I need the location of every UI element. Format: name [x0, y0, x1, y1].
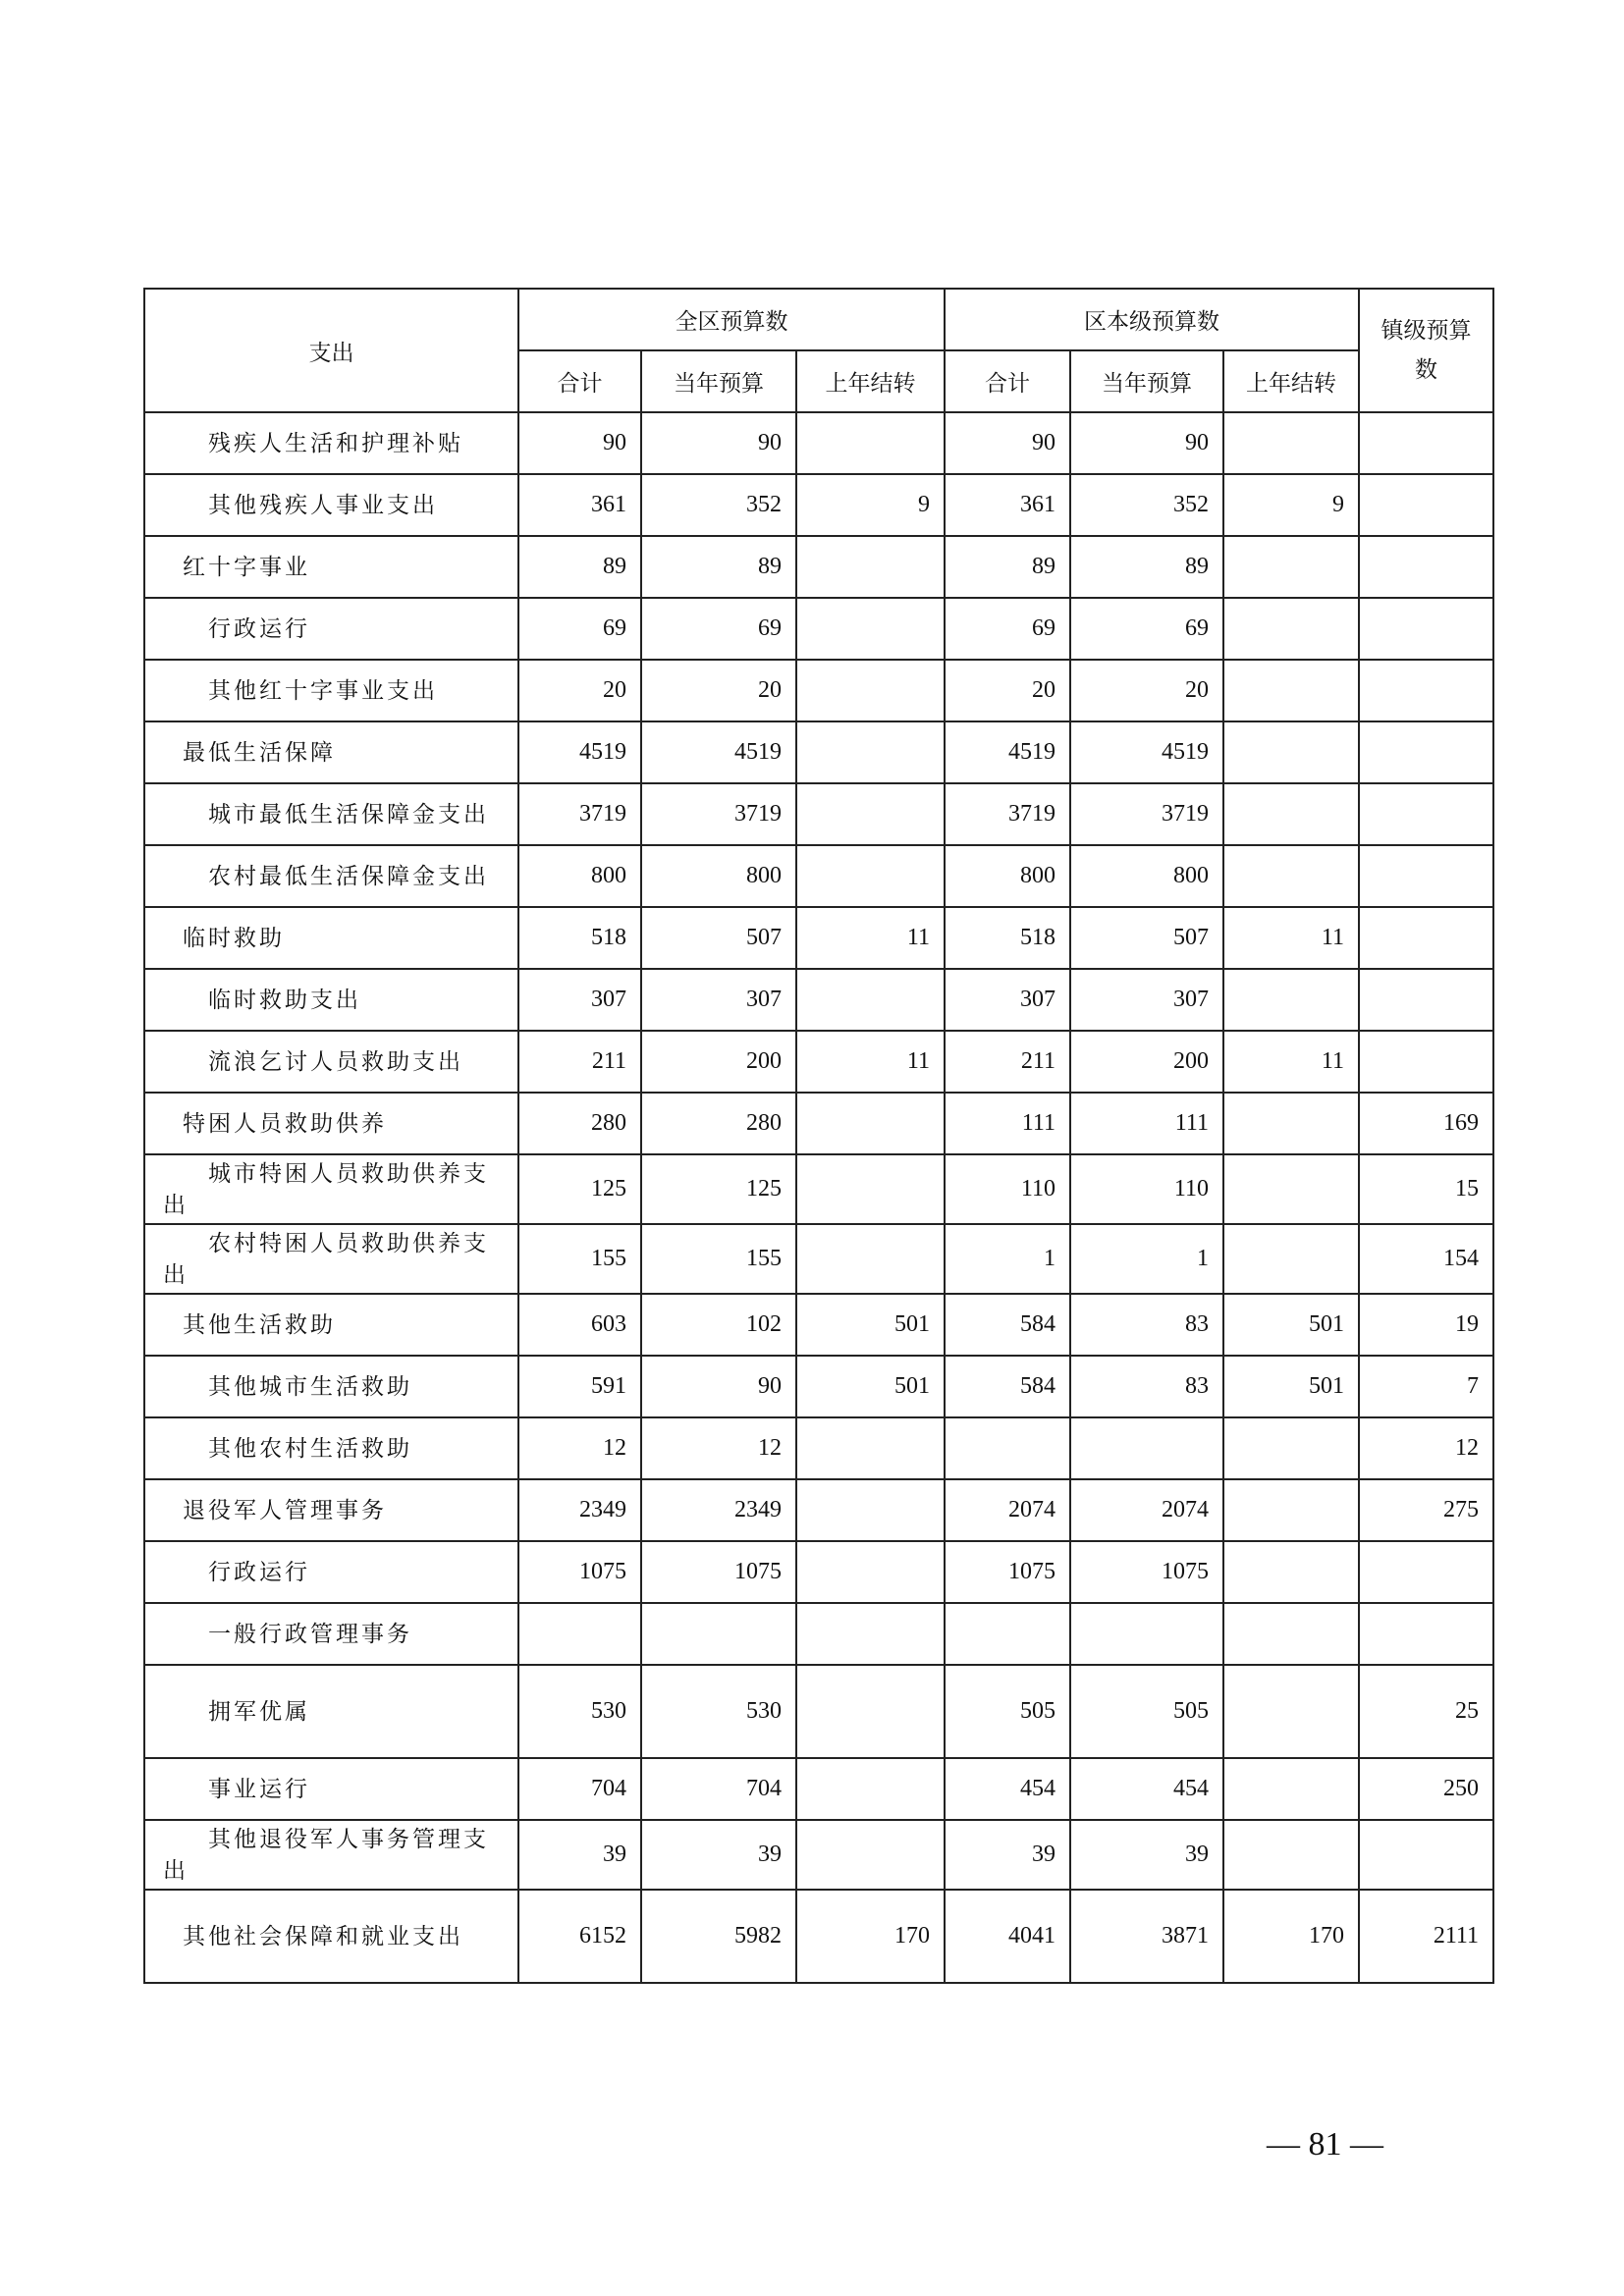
row-label: 其他生活救助 — [144, 1294, 518, 1356]
cell-level-current — [1070, 1417, 1223, 1479]
row-label: 一般行政管理事务 — [144, 1603, 518, 1665]
row-label: 城市最低生活保障金支出 — [144, 783, 518, 845]
cell-level-current: 200 — [1070, 1031, 1223, 1093]
cell-level-sum: 90 — [945, 412, 1070, 474]
cell-district-sum: 530 — [518, 1665, 641, 1758]
header-level-carryover: 上年结转 — [1223, 350, 1359, 412]
cell-town — [1359, 598, 1493, 660]
cell-district-carryover — [796, 1758, 945, 1820]
cell-level-sum: 4519 — [945, 721, 1070, 783]
cell-town: 25 — [1359, 1665, 1493, 1758]
table-header — [144, 289, 1493, 412]
cell-level-current: 83 — [1070, 1356, 1223, 1417]
cell-district-sum: 89 — [518, 536, 641, 598]
cell-level-carryover — [1223, 1820, 1359, 1890]
cell-town: 2111 — [1359, 1890, 1493, 1983]
cell-level-sum: 307 — [945, 969, 1070, 1031]
cell-level-sum: 454 — [945, 1758, 1070, 1820]
row-label: 农村特困人员救助供养支出 — [144, 1224, 518, 1294]
cell-level-sum: 2074 — [945, 1479, 1070, 1541]
cell-district-sum: 307 — [518, 969, 641, 1031]
cell-district-sum: 591 — [518, 1356, 641, 1417]
cell-district-carryover: 501 — [796, 1294, 945, 1356]
cell-district-sum: 155 — [518, 1224, 641, 1294]
cell-district-current: 155 — [641, 1224, 796, 1294]
cell-district-sum: 1075 — [518, 1541, 641, 1603]
cell-level-carryover: 501 — [1223, 1356, 1359, 1417]
cell-level-sum: 361 — [945, 474, 1070, 536]
cell-level-current: 454 — [1070, 1758, 1223, 1820]
row-label: 最低生活保障 — [144, 721, 518, 783]
row-label: 行政运行 — [144, 1541, 518, 1603]
cell-town: 12 — [1359, 1417, 1493, 1479]
cell-district-carryover — [796, 598, 945, 660]
table-row — [144, 1031, 1493, 1093]
cell-town: 154 — [1359, 1224, 1493, 1294]
cell-district-current: 69 — [641, 598, 796, 660]
cell-level-current: 1075 — [1070, 1541, 1223, 1603]
cell-district-carryover: 9 — [796, 474, 945, 536]
cell-town: 250 — [1359, 1758, 1493, 1820]
cell-level-current: 352 — [1070, 474, 1223, 536]
cell-town: 7 — [1359, 1356, 1493, 1417]
cell-district-carryover — [796, 1417, 945, 1479]
cell-level-current: 4519 — [1070, 721, 1223, 783]
cell-town: 15 — [1359, 1154, 1493, 1224]
cell-level-carryover — [1223, 536, 1359, 598]
header-district-level: 区本级预算数 — [945, 289, 1359, 350]
row-label: 其他红十字事业支出 — [144, 660, 518, 721]
cell-district-current: 4519 — [641, 721, 796, 783]
cell-town — [1359, 783, 1493, 845]
cell-level-current: 1 — [1070, 1224, 1223, 1294]
row-label: 退役军人管理事务 — [144, 1479, 518, 1541]
cell-level-sum: 111 — [945, 1093, 1070, 1154]
cell-district-current: 704 — [641, 1758, 796, 1820]
cell-level-carryover: 170 — [1223, 1890, 1359, 1983]
cell-district-current: 90 — [641, 412, 796, 474]
cell-level-carryover — [1223, 1541, 1359, 1603]
table-row — [144, 1417, 1493, 1479]
cell-level-current: 20 — [1070, 660, 1223, 721]
cell-district-current: 89 — [641, 536, 796, 598]
cell-town — [1359, 536, 1493, 598]
cell-level-current: 2074 — [1070, 1479, 1223, 1541]
row-label: 特困人员救助供养 — [144, 1093, 518, 1154]
row-label: 城市特困人员救助供养支出 — [144, 1154, 518, 1224]
cell-district-carryover: 11 — [796, 1031, 945, 1093]
cell-level-sum: 4041 — [945, 1890, 1070, 1983]
cell-level-carryover — [1223, 1154, 1359, 1224]
table-row — [144, 1541, 1493, 1603]
cell-level-carryover — [1223, 783, 1359, 845]
row-label: 其他残疾人事业支出 — [144, 474, 518, 536]
cell-level-carryover — [1223, 1603, 1359, 1665]
cell-level-sum: 505 — [945, 1665, 1070, 1758]
cell-level-sum: 800 — [945, 845, 1070, 907]
cell-district-sum: 211 — [518, 1031, 641, 1093]
budget-table — [143, 288, 1494, 1984]
cell-town — [1359, 1031, 1493, 1093]
cell-district-carryover: 501 — [796, 1356, 945, 1417]
cell-level-sum — [945, 1417, 1070, 1479]
cell-district-current — [641, 1603, 796, 1665]
table-row — [144, 721, 1493, 783]
cell-district-carryover — [796, 1224, 945, 1294]
cell-district-current: 280 — [641, 1093, 796, 1154]
row-label: 残疾人生活和护理补贴 — [144, 412, 518, 474]
cell-town — [1359, 1820, 1493, 1890]
cell-district-carryover — [796, 783, 945, 845]
cell-district-sum: 20 — [518, 660, 641, 721]
table-row — [144, 474, 1493, 536]
cell-level-carryover — [1223, 598, 1359, 660]
cell-district-current: 530 — [641, 1665, 796, 1758]
row-label: 其他城市生活救助 — [144, 1356, 518, 1417]
cell-level-sum: 20 — [945, 660, 1070, 721]
cell-town — [1359, 907, 1493, 969]
table-row — [144, 783, 1493, 845]
header-level-sum: 合计 — [945, 350, 1070, 412]
table-row — [144, 412, 1493, 474]
cell-district-carryover — [796, 1541, 945, 1603]
cell-district-sum: 280 — [518, 1093, 641, 1154]
cell-district-sum: 90 — [518, 412, 641, 474]
cell-level-sum: 3719 — [945, 783, 1070, 845]
cell-district-carryover — [796, 1820, 945, 1890]
row-label: 红十字事业 — [144, 536, 518, 598]
header-level-current: 当年预算 — [1070, 350, 1223, 412]
row-label: 其他农村生活救助 — [144, 1417, 518, 1479]
row-label: 拥军优属 — [144, 1665, 518, 1758]
cell-level-current: 111 — [1070, 1093, 1223, 1154]
cell-level-carryover — [1223, 1093, 1359, 1154]
cell-level-carryover — [1223, 1479, 1359, 1541]
cell-level-carryover — [1223, 1417, 1359, 1479]
cell-district-carryover — [796, 969, 945, 1031]
cell-level-current: 69 — [1070, 598, 1223, 660]
cell-level-carryover: 11 — [1223, 1031, 1359, 1093]
cell-district-carryover — [796, 660, 945, 721]
cell-district-sum: 518 — [518, 907, 641, 969]
row-label: 事业运行 — [144, 1758, 518, 1820]
table-row — [144, 1665, 1493, 1758]
cell-district-current: 507 — [641, 907, 796, 969]
cell-district-carryover — [796, 1665, 945, 1758]
cell-level-sum: 211 — [945, 1031, 1070, 1093]
row-label: 流浪乞讨人员救助支出 — [144, 1031, 518, 1093]
cell-level-sum: 584 — [945, 1294, 1070, 1356]
cell-level-carryover — [1223, 845, 1359, 907]
cell-district-current: 125 — [641, 1154, 796, 1224]
cell-level-carryover — [1223, 721, 1359, 783]
table-row — [144, 907, 1493, 969]
header-item: 支出 — [144, 289, 518, 412]
header-town-level: 镇级预算 数 — [1359, 289, 1493, 412]
cell-level-sum: 89 — [945, 536, 1070, 598]
cell-district-current: 800 — [641, 845, 796, 907]
cell-level-current: 3871 — [1070, 1890, 1223, 1983]
cell-level-sum: 69 — [945, 598, 1070, 660]
table-row — [144, 1479, 1493, 1541]
cell-district-current: 352 — [641, 474, 796, 536]
cell-district-current: 2349 — [641, 1479, 796, 1541]
table-row — [144, 1603, 1493, 1665]
cell-level-current — [1070, 1603, 1223, 1665]
table-row — [144, 1356, 1493, 1417]
cell-level-current: 110 — [1070, 1154, 1223, 1224]
table-row — [144, 1758, 1493, 1820]
cell-district-sum: 39 — [518, 1820, 641, 1890]
cell-level-current: 505 — [1070, 1665, 1223, 1758]
row-label: 农村最低生活保障金支出 — [144, 845, 518, 907]
row-label: 行政运行 — [144, 598, 518, 660]
cell-level-sum: 584 — [945, 1356, 1070, 1417]
cell-district-sum: 4519 — [518, 721, 641, 783]
cell-district-carryover: 11 — [796, 907, 945, 969]
table-row — [144, 536, 1493, 598]
cell-district-carryover — [796, 1603, 945, 1665]
cell-district-sum: 69 — [518, 598, 641, 660]
cell-town — [1359, 1603, 1493, 1665]
cell-town — [1359, 969, 1493, 1031]
cell-district-current: 102 — [641, 1294, 796, 1356]
cell-level-current: 90 — [1070, 412, 1223, 474]
cell-district-sum: 3719 — [518, 783, 641, 845]
cell-district-current: 20 — [641, 660, 796, 721]
cell-district-sum: 361 — [518, 474, 641, 536]
cell-level-carryover — [1223, 660, 1359, 721]
cell-district-sum — [518, 1603, 641, 1665]
table-row — [144, 1093, 1493, 1154]
cell-district-carryover — [796, 721, 945, 783]
cell-level-current: 83 — [1070, 1294, 1223, 1356]
cell-town — [1359, 1541, 1493, 1603]
cell-district-current: 5982 — [641, 1890, 796, 1983]
cell-town — [1359, 721, 1493, 783]
table-row — [144, 1224, 1493, 1294]
cell-town — [1359, 474, 1493, 536]
cell-level-sum — [945, 1603, 1070, 1665]
cell-level-sum: 518 — [945, 907, 1070, 969]
cell-level-sum: 1075 — [945, 1541, 1070, 1603]
table-row — [144, 1294, 1493, 1356]
cell-district-sum: 2349 — [518, 1479, 641, 1541]
cell-district-current: 200 — [641, 1031, 796, 1093]
cell-district-sum: 603 — [518, 1294, 641, 1356]
cell-district-carryover — [796, 845, 945, 907]
cell-district-carryover: 170 — [796, 1890, 945, 1983]
cell-level-carryover — [1223, 1224, 1359, 1294]
header-district-total: 全区预算数 — [518, 289, 945, 350]
cell-town: 275 — [1359, 1479, 1493, 1541]
cell-district-carryover — [796, 1479, 945, 1541]
cell-town — [1359, 660, 1493, 721]
cell-level-carryover — [1223, 1665, 1359, 1758]
cell-level-sum: 1 — [945, 1224, 1070, 1294]
row-label: 临时救助支出 — [144, 969, 518, 1031]
cell-level-carryover — [1223, 969, 1359, 1031]
cell-level-carryover — [1223, 1758, 1359, 1820]
table-row — [144, 1820, 1493, 1890]
table-body — [144, 412, 1493, 1983]
row-label: 临时救助 — [144, 907, 518, 969]
cell-district-current: 39 — [641, 1820, 796, 1890]
cell-level-carryover: 11 — [1223, 907, 1359, 969]
cell-district-sum: 800 — [518, 845, 641, 907]
cell-level-current: 39 — [1070, 1820, 1223, 1890]
cell-district-current: 90 — [641, 1356, 796, 1417]
table-row — [144, 1890, 1493, 1983]
row-label: 其他社会保障和就业支出 — [144, 1890, 518, 1983]
cell-town: 19 — [1359, 1294, 1493, 1356]
cell-level-current: 800 — [1070, 845, 1223, 907]
cell-district-sum: 12 — [518, 1417, 641, 1479]
cell-district-current: 12 — [641, 1417, 796, 1479]
cell-level-carryover: 9 — [1223, 474, 1359, 536]
cell-district-sum: 704 — [518, 1758, 641, 1820]
header-district-carryover: 上年结转 — [796, 350, 945, 412]
table-row — [144, 845, 1493, 907]
cell-level-current: 89 — [1070, 536, 1223, 598]
cell-level-sum: 110 — [945, 1154, 1070, 1224]
table-row — [144, 598, 1493, 660]
header-district-sum: 合计 — [518, 350, 641, 412]
cell-district-sum: 6152 — [518, 1890, 641, 1983]
cell-town — [1359, 845, 1493, 907]
cell-district-current: 3719 — [641, 783, 796, 845]
cell-district-current: 1075 — [641, 1541, 796, 1603]
cell-level-sum: 39 — [945, 1820, 1070, 1890]
cell-level-current: 307 — [1070, 969, 1223, 1031]
cell-level-carryover: 501 — [1223, 1294, 1359, 1356]
cell-district-current: 307 — [641, 969, 796, 1031]
cell-district-carryover — [796, 412, 945, 474]
table-row — [144, 969, 1493, 1031]
cell-district-carryover — [796, 1093, 945, 1154]
cell-district-carryover — [796, 1154, 945, 1224]
header-district-current: 当年预算 — [641, 350, 796, 412]
cell-town — [1359, 412, 1493, 474]
cell-level-carryover — [1223, 412, 1359, 474]
cell-town: 169 — [1359, 1093, 1493, 1154]
table-row — [144, 1154, 1493, 1224]
page-number: — 81 — — [1267, 2126, 1383, 2163]
cell-level-current: 3719 — [1070, 783, 1223, 845]
cell-district-carryover — [796, 536, 945, 598]
cell-district-sum: 125 — [518, 1154, 641, 1224]
table-row — [144, 660, 1493, 721]
row-label: 其他退役军人事务管理支出 — [144, 1820, 518, 1890]
cell-level-current: 507 — [1070, 907, 1223, 969]
